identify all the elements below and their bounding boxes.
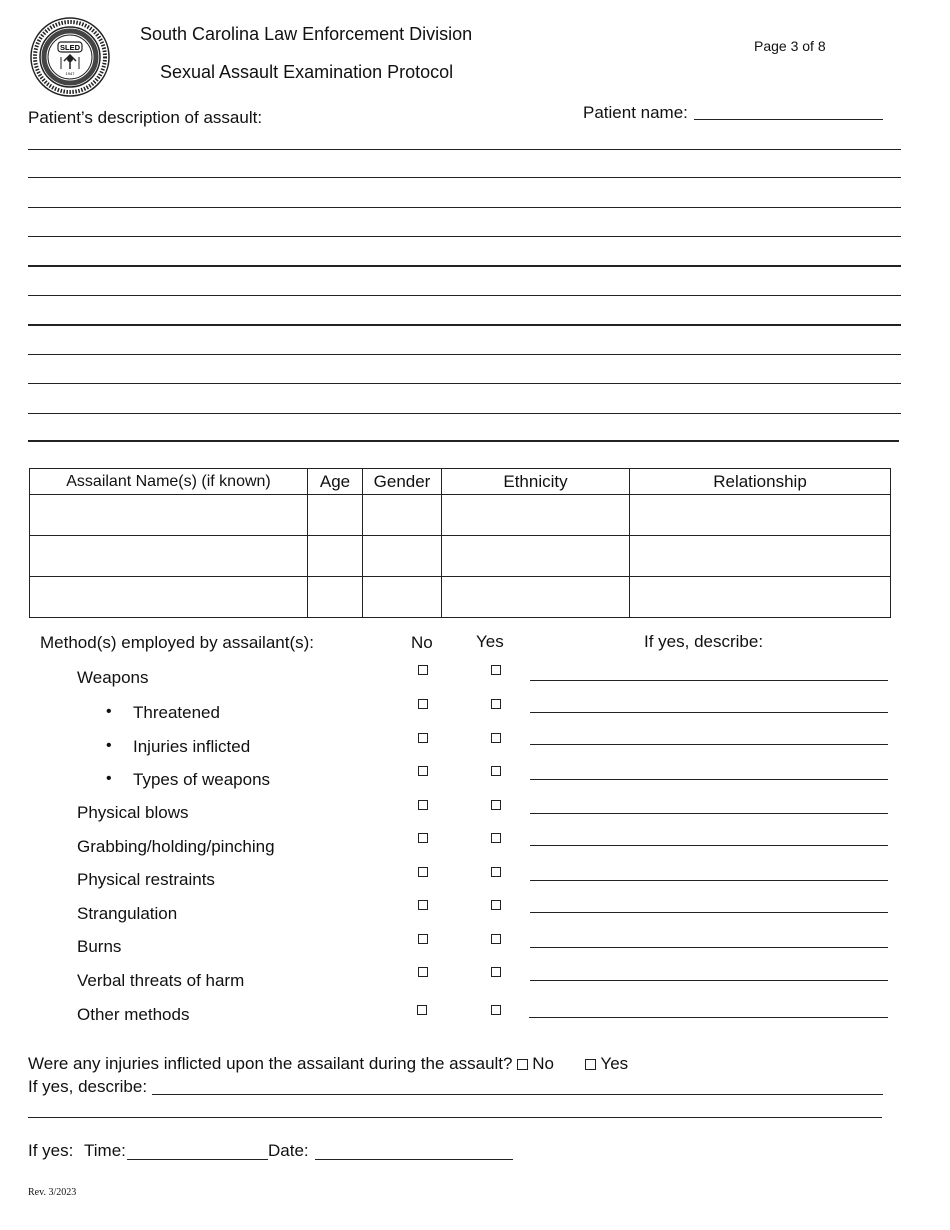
methods-no-header: No: [411, 633, 433, 652]
method-burns-label: Burns: [77, 937, 122, 956]
assailant-relationship-cell[interactable]: [630, 536, 891, 577]
assailant-ethnicity-cell[interactable]: [442, 577, 630, 618]
table-row: [30, 577, 891, 618]
bullet-icon: •: [106, 770, 112, 787]
method-restraints-yes-checkbox[interactable]: [491, 867, 501, 877]
form-title: Sexual Assault Examination Protocol: [160, 62, 454, 82]
method-grabbing-describe-field[interactable]: [530, 845, 888, 846]
assailant-name-cell[interactable]: [30, 577, 308, 618]
method-verbal-threats-describe-field[interactable]: [530, 980, 888, 981]
method-physical-blows-yes-checkbox[interactable]: [491, 800, 501, 810]
col-header-name: Assailant Name(s) (if known): [30, 469, 308, 495]
method-verbal-threats-label: Verbal threats of harm: [77, 971, 245, 990]
injuries-time-label: Time:: [84, 1141, 126, 1160]
method-strangulation-label: Strangulation: [77, 904, 178, 923]
method-weapons-no-checkbox[interactable]: [418, 665, 428, 675]
page-number: Page 3 of 8: [754, 38, 826, 54]
method-strangulation-no-checkbox[interactable]: [418, 900, 428, 910]
method-other-describe-field[interactable]: [529, 1017, 888, 1018]
col-header-gender: Gender: [363, 469, 442, 495]
injuries-no-checkbox[interactable]: [517, 1059, 528, 1070]
method-restraints-label: Physical restraints: [77, 870, 215, 889]
assailant-ethnicity-cell[interactable]: [442, 536, 630, 577]
injuries-date-label: Date:: [268, 1141, 309, 1160]
method-weapon-types-no-checkbox[interactable]: [418, 766, 428, 776]
injuries-no-label: No: [532, 1054, 554, 1073]
method-injuries-no-checkbox[interactable]: [418, 733, 428, 743]
method-strangulation-yes-checkbox[interactable]: [491, 900, 501, 910]
col-header-relationship: Relationship: [630, 469, 891, 495]
col-header-age: Age: [308, 469, 363, 495]
assailant-age-cell[interactable]: [308, 536, 363, 577]
method-weapons-describe-field[interactable]: [530, 680, 888, 681]
method-burns-describe-field[interactable]: [530, 947, 888, 948]
methods-heading: Method(s) employed by assailant(s):: [40, 633, 315, 652]
assailant-gender-cell[interactable]: [363, 495, 442, 536]
method-other-yes-checkbox[interactable]: [491, 1005, 501, 1015]
method-restraints-describe-field[interactable]: [530, 880, 888, 881]
injuries-date-field[interactable]: [315, 1159, 513, 1160]
injuries-time-field[interactable]: [127, 1159, 268, 1160]
method-grabbing-no-checkbox[interactable]: [418, 833, 428, 843]
assailant-name-cell[interactable]: [30, 536, 308, 577]
method-weapon-types-label: Types of weapons: [133, 770, 271, 789]
table-row: [30, 536, 891, 577]
method-other-label: Other methods: [77, 1005, 190, 1024]
method-physical-blows-label: Physical blows: [77, 803, 189, 822]
method-injuries-label: Injuries inflicted: [133, 737, 251, 756]
injuries-time-prefix: If yes:: [28, 1141, 74, 1160]
description-line[interactable]: [28, 324, 901, 326]
method-weapon-types-yes-checkbox[interactable]: [491, 766, 501, 776]
method-grabbing-label: Grabbing/holding/pinching: [77, 837, 275, 856]
method-threatened-describe-field[interactable]: [530, 712, 888, 713]
seal-year-text: 1947: [65, 71, 75, 76]
method-weapons-label: Weapons: [77, 668, 149, 687]
method-restraints-no-checkbox[interactable]: [418, 867, 428, 877]
bullet-icon: •: [106, 703, 112, 720]
method-threatened-label: Threatened: [133, 703, 220, 722]
description-line[interactable]: [28, 265, 901, 267]
injuries-yes-label: Yes: [600, 1054, 629, 1073]
description-line[interactable]: [28, 354, 901, 355]
methods-yes-header: Yes: [476, 632, 504, 651]
assailant-age-cell[interactable]: [308, 495, 363, 536]
description-line[interactable]: [28, 149, 901, 150]
method-verbal-threats-yes-checkbox[interactable]: [491, 967, 501, 977]
method-physical-blows-no-checkbox[interactable]: [418, 800, 428, 810]
description-line[interactable]: [28, 413, 901, 414]
col-header-ethnicity: Ethnicity: [442, 469, 630, 495]
method-injuries-yes-checkbox[interactable]: [491, 733, 501, 743]
method-other-no-checkbox[interactable]: [417, 1005, 427, 1015]
bullet-icon: •: [106, 737, 112, 754]
injuries-describe-field-2[interactable]: [28, 1117, 882, 1118]
description-label: Patient’s description of assault:: [28, 108, 263, 127]
assailant-relationship-cell[interactable]: [630, 577, 891, 618]
method-weapon-types-describe-field[interactable]: [530, 779, 888, 780]
description-line[interactable]: [28, 177, 901, 178]
method-verbal-threats-no-checkbox[interactable]: [418, 967, 428, 977]
assailant-table: [29, 468, 891, 618]
method-threatened-yes-checkbox[interactable]: [491, 699, 501, 709]
description-line[interactable]: [28, 236, 901, 237]
table-row: [30, 495, 891, 536]
method-strangulation-describe-field[interactable]: [530, 912, 888, 913]
assailant-table-header: [30, 469, 891, 495]
assailant-gender-cell[interactable]: [363, 536, 442, 577]
patient-name-field[interactable]: [694, 119, 883, 120]
method-injuries-describe-field[interactable]: [530, 744, 888, 745]
injuries-question-line: [28, 1054, 628, 1074]
org-title: South Carolina Law Enforcement Division: [140, 24, 473, 44]
assailant-gender-cell[interactable]: [363, 577, 442, 618]
description-line[interactable]: [28, 207, 901, 208]
revision-note: Rev. 3/2023: [28, 1187, 77, 1198]
injuries-describe-field[interactable]: [152, 1094, 883, 1095]
assailant-relationship-cell[interactable]: [630, 495, 891, 536]
seal-center-text: SLED: [59, 43, 81, 52]
injuries-yes-checkbox[interactable]: [585, 1059, 596, 1070]
description-line[interactable]: [28, 383, 901, 384]
sled-seal-logo: [30, 17, 110, 97]
method-weapons-yes-checkbox[interactable]: [491, 665, 501, 675]
assailant-ethnicity-cell[interactable]: [442, 495, 630, 536]
method-physical-blows-describe-field[interactable]: [530, 813, 888, 814]
assailant-name-cell[interactable]: [30, 495, 308, 536]
description-line[interactable]: [28, 295, 901, 296]
method-threatened-no-checkbox[interactable]: [418, 699, 428, 709]
description-line[interactable]: [28, 440, 899, 442]
assailant-age-cell[interactable]: [308, 577, 363, 618]
injuries-describe-label: If yes, describe:: [28, 1077, 148, 1096]
method-burns-yes-checkbox[interactable]: [491, 934, 501, 944]
method-burns-no-checkbox[interactable]: [418, 934, 428, 944]
patient-name-label: Patient name:: [583, 103, 688, 122]
injuries-question: Were any injuries inflicted upon the assailant during the assault?: [28, 1054, 513, 1073]
method-grabbing-yes-checkbox[interactable]: [491, 833, 501, 843]
methods-describe-header: If yes, describe:: [644, 632, 764, 651]
